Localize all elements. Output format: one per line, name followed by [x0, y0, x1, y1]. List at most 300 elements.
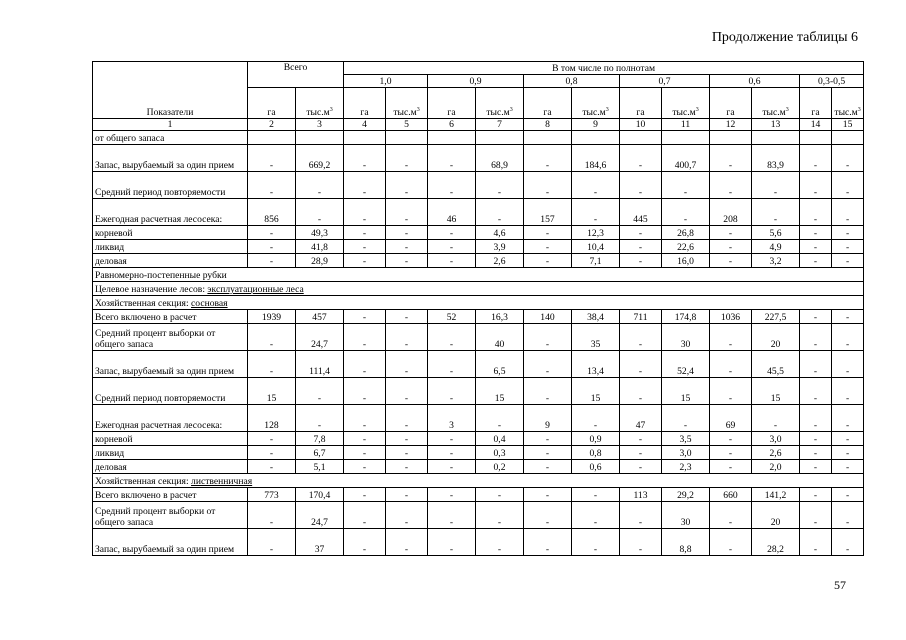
- unit-ha: га: [344, 88, 386, 119]
- density-header: 0,6: [710, 75, 800, 88]
- table-cell: -: [662, 199, 710, 226]
- table-cell: 4,9: [752, 240, 800, 254]
- table-cell: 5,1: [296, 460, 344, 474]
- table-cell: -: [620, 172, 662, 199]
- table-cell: 8,8: [662, 529, 710, 556]
- unit-sup: 3: [695, 106, 699, 113]
- table-cell: -: [572, 199, 620, 226]
- table-cell: -: [524, 378, 572, 405]
- table-cell: 52,4: [662, 351, 710, 378]
- table-row: [93, 378, 864, 405]
- header-total: Всего: [248, 62, 344, 88]
- table-cell: 445: [620, 199, 662, 226]
- table-cell: -: [386, 446, 428, 460]
- table-cell: 669,2: [296, 145, 344, 172]
- table-cell: -: [386, 199, 428, 226]
- table-cell: -: [710, 432, 752, 446]
- table-cell: -: [800, 324, 832, 351]
- table-cell: -: [476, 502, 524, 529]
- table-cell: -: [248, 432, 296, 446]
- table-cell: -: [752, 172, 800, 199]
- table-cell: 24,7: [296, 502, 344, 529]
- table-cell: -: [524, 460, 572, 474]
- row-label: Средний период повторяемости: [93, 172, 248, 199]
- table-cell: 0,3: [476, 446, 524, 460]
- column-number: 13: [752, 119, 800, 131]
- table-cell: -: [524, 502, 572, 529]
- table-cell: 10,4: [572, 240, 620, 254]
- table-cell: 68,9: [476, 145, 524, 172]
- table-cell: 141,2: [752, 488, 800, 502]
- table-cell: -: [710, 324, 752, 351]
- table-row: [93, 446, 864, 460]
- header-including: В том числе по полнотам: [344, 62, 864, 75]
- unit-thous-m3: [476, 88, 524, 119]
- unit-label: тыс.м: [582, 107, 606, 118]
- table-cell: 28,2: [752, 529, 800, 556]
- unit-thous-m3: [386, 88, 428, 119]
- table-cell: [710, 131, 752, 145]
- table-cell: -: [752, 405, 800, 432]
- row-label: Всего включено в расчет: [93, 488, 248, 502]
- table-cell: 6,5: [476, 351, 524, 378]
- table-cell: -: [476, 172, 524, 199]
- table-cell: -: [620, 254, 662, 268]
- table-row: [93, 310, 864, 324]
- table-cell: -: [428, 254, 476, 268]
- table-cell: [344, 131, 386, 145]
- column-number: 4: [344, 119, 386, 131]
- table-cell: -: [428, 460, 476, 474]
- table-cell: -: [248, 502, 296, 529]
- unit-ha: га: [800, 88, 832, 119]
- table-cell: -: [524, 351, 572, 378]
- table-cell: 0,4: [476, 432, 524, 446]
- row-label: Запас, вырубаемый за один прием: [93, 529, 248, 556]
- table-cell: -: [524, 172, 572, 199]
- table-cell: -: [800, 351, 832, 378]
- table-cell: -: [476, 488, 524, 502]
- table-cell: -: [710, 226, 752, 240]
- table-cell: 1036: [710, 310, 752, 324]
- row-label: Запас, вырубаемый за один прием: [93, 351, 248, 378]
- table-cell: 184,6: [572, 145, 620, 172]
- table-cell: -: [386, 172, 428, 199]
- column-number: 10: [620, 119, 662, 131]
- table-cell: [800, 131, 832, 145]
- table-cell: -: [620, 324, 662, 351]
- table-cell: -: [386, 405, 428, 432]
- table-cell: -: [296, 172, 344, 199]
- table-cell: 15: [476, 378, 524, 405]
- table-cell: -: [832, 172, 864, 199]
- table-cell: -: [296, 378, 344, 405]
- row-label: Ежегодная расчетная лесосека:: [93, 199, 248, 226]
- table-cell: 49,3: [296, 226, 344, 240]
- table-cell: -: [620, 432, 662, 446]
- table-cell: -: [620, 446, 662, 460]
- table-cell: 0,6: [572, 460, 620, 474]
- section-row: [93, 296, 864, 310]
- table-cell: -: [832, 310, 864, 324]
- table-cell: -: [428, 432, 476, 446]
- table-cell: 4,6: [476, 226, 524, 240]
- section-row: [93, 268, 864, 282]
- table-cell: 170,4: [296, 488, 344, 502]
- column-number: 7: [476, 119, 524, 131]
- table-cell: 15: [572, 378, 620, 405]
- table-cell: -: [428, 172, 476, 199]
- table-caption: Продолжение таблицы 6: [711, 30, 858, 45]
- section-text: Равномерно-постепенные рубки: [95, 270, 227, 281]
- table-cell: 2,6: [752, 446, 800, 460]
- table-cell: [620, 131, 662, 145]
- unit-label: тыс.м: [834, 107, 858, 118]
- table-cell: -: [832, 405, 864, 432]
- table-cell: -: [386, 324, 428, 351]
- table-cell: -: [800, 529, 832, 556]
- table-cell: 660: [710, 488, 752, 502]
- table-cell: -: [572, 502, 620, 529]
- table-cell: 15: [248, 378, 296, 405]
- unit-label: тыс.м: [393, 107, 417, 118]
- table-cell: 12,3: [572, 226, 620, 240]
- table-cell: -: [428, 378, 476, 405]
- table-cell: -: [296, 199, 344, 226]
- table-cell: 13,4: [572, 351, 620, 378]
- table-cell: -: [386, 145, 428, 172]
- row-label: деловая: [93, 254, 248, 268]
- table-cell: -: [620, 378, 662, 405]
- table-cell: [476, 131, 524, 145]
- table-cell: -: [572, 172, 620, 199]
- table-cell: -: [662, 172, 710, 199]
- table-cell: 2,3: [662, 460, 710, 474]
- row-label: Всего включено в расчет: [93, 310, 248, 324]
- table-cell: 856: [248, 199, 296, 226]
- row-label: ликвид: [93, 240, 248, 254]
- table-cell: -: [800, 226, 832, 240]
- unit-label: тыс.м: [762, 107, 786, 118]
- table-cell: -: [800, 405, 832, 432]
- table-cell: -: [386, 378, 428, 405]
- table-cell: 5,6: [752, 226, 800, 240]
- table-cell: 7,8: [296, 432, 344, 446]
- table-cell: -: [710, 502, 752, 529]
- table-cell: [386, 131, 428, 145]
- table-cell: -: [344, 145, 386, 172]
- row-label: Средний период повторяемости: [93, 378, 248, 405]
- table-row: [93, 351, 864, 378]
- column-number: 3: [296, 119, 344, 131]
- table-cell: 26,8: [662, 226, 710, 240]
- table-cell: -: [428, 446, 476, 460]
- table-cell: -: [710, 446, 752, 460]
- data-table: [92, 61, 864, 556]
- table-cell: 140: [524, 310, 572, 324]
- table-cell: -: [344, 351, 386, 378]
- table-cell: -: [248, 145, 296, 172]
- table-cell: -: [832, 226, 864, 240]
- unit-thous-m3: [662, 88, 710, 119]
- table-cell: -: [800, 310, 832, 324]
- table-cell: -: [386, 460, 428, 474]
- table-cell: 227,5: [752, 310, 800, 324]
- table-cell: 22,6: [662, 240, 710, 254]
- table-cell: -: [428, 226, 476, 240]
- column-number: 15: [832, 119, 864, 131]
- table-cell: [248, 131, 296, 145]
- table-cell: 157: [524, 199, 572, 226]
- table-cell: 20: [752, 502, 800, 529]
- table-row: [93, 145, 864, 172]
- table-cell: -: [572, 488, 620, 502]
- table-cell: -: [344, 460, 386, 474]
- section-value: лиственничная: [191, 476, 253, 487]
- unit-ha: га: [428, 88, 476, 119]
- table-cell: 3,2: [752, 254, 800, 268]
- table-cell: 83,9: [752, 145, 800, 172]
- unit-thous-m3: [832, 88, 864, 119]
- unit-ha: га: [524, 88, 572, 119]
- table-cell: -: [620, 460, 662, 474]
- table-cell: -: [620, 529, 662, 556]
- section-text: Хозяйственная секция:: [95, 298, 192, 309]
- table-cell: -: [710, 172, 752, 199]
- table-cell: -: [620, 145, 662, 172]
- table-cell: [572, 131, 620, 145]
- table-cell: -: [832, 378, 864, 405]
- table-cell: 6,7: [296, 446, 344, 460]
- table-cell: -: [524, 254, 572, 268]
- table-cell: -: [620, 226, 662, 240]
- density-header: 0,9: [428, 75, 524, 88]
- table-cell: -: [476, 199, 524, 226]
- table-cell: [296, 131, 344, 145]
- table-cell: 35: [572, 324, 620, 351]
- table-cell: -: [524, 446, 572, 460]
- table-cell: -: [344, 488, 386, 502]
- table-cell: 30: [662, 324, 710, 351]
- page-number: 57: [834, 578, 846, 592]
- unit-thous-m3: [752, 88, 800, 119]
- table-cell: 45,5: [752, 351, 800, 378]
- table-cell: -: [572, 529, 620, 556]
- table-cell: 457: [296, 310, 344, 324]
- section-row: [93, 474, 864, 488]
- section-text: Хозяйственная секция:: [95, 476, 192, 487]
- row-label: Ежегодная расчетная лесосека:: [93, 405, 248, 432]
- table-cell: 2,0: [752, 460, 800, 474]
- table-cell: 29,2: [662, 488, 710, 502]
- table-cell: -: [710, 240, 752, 254]
- table-cell: 3,0: [752, 432, 800, 446]
- table-cell: -: [524, 226, 572, 240]
- table-cell: 30: [662, 502, 710, 529]
- table-cell: -: [800, 460, 832, 474]
- table-cell: -: [344, 240, 386, 254]
- table-cell: 41,8: [296, 240, 344, 254]
- unit-sup: 3: [785, 106, 789, 113]
- table-cell: -: [710, 378, 752, 405]
- row-label: ликвид: [93, 446, 248, 460]
- table-cell: 15: [752, 378, 800, 405]
- table-cell: 28,9: [296, 254, 344, 268]
- table-cell: -: [428, 529, 476, 556]
- table-cell: -: [710, 460, 752, 474]
- table-cell: [524, 131, 572, 145]
- row-label: деловая: [93, 460, 248, 474]
- table-cell: -: [428, 324, 476, 351]
- table-cell: 38,4: [572, 310, 620, 324]
- table-row: [93, 226, 864, 240]
- table-cell: -: [344, 172, 386, 199]
- column-number: 5: [386, 119, 428, 131]
- table-cell: 47: [620, 405, 662, 432]
- table-cell: 3,9: [476, 240, 524, 254]
- table-cell: 773: [248, 488, 296, 502]
- table-cell: -: [524, 145, 572, 172]
- table-cell: -: [620, 240, 662, 254]
- table-cell: -: [428, 488, 476, 502]
- table-row: [93, 432, 864, 446]
- table-cell: -: [662, 405, 710, 432]
- table-cell: 52: [428, 310, 476, 324]
- table-cell: -: [572, 405, 620, 432]
- section-title: [93, 268, 864, 282]
- table-cell: -: [832, 240, 864, 254]
- table-row: [93, 172, 864, 199]
- table-cell: -: [800, 254, 832, 268]
- unit-ha: га: [620, 88, 662, 119]
- table-cell: -: [344, 529, 386, 556]
- table-cell: -: [800, 199, 832, 226]
- table-cell: -: [524, 488, 572, 502]
- table-cell: -: [344, 324, 386, 351]
- table-cell: -: [248, 240, 296, 254]
- table-cell: -: [710, 254, 752, 268]
- table-row: [93, 529, 864, 556]
- table-cell: [832, 131, 864, 145]
- table-cell: -: [524, 432, 572, 446]
- table-row: [93, 131, 864, 145]
- table-cell: -: [832, 199, 864, 226]
- table-cell: -: [248, 351, 296, 378]
- table-cell: 15: [662, 378, 710, 405]
- table-cell: -: [524, 324, 572, 351]
- column-number: 8: [524, 119, 572, 131]
- table-cell: 1939: [248, 310, 296, 324]
- table-cell: 7,1: [572, 254, 620, 268]
- table-row: [93, 324, 864, 351]
- table-cell: 128: [248, 405, 296, 432]
- table-cell: -: [248, 172, 296, 199]
- table-cell: -: [386, 310, 428, 324]
- table-cell: -: [832, 529, 864, 556]
- table-cell: -: [344, 199, 386, 226]
- section-text: Целевое назначение лесов:: [95, 284, 208, 295]
- table-cell: -: [428, 351, 476, 378]
- table-cell: 711: [620, 310, 662, 324]
- table-cell: -: [476, 405, 524, 432]
- column-number: 6: [428, 119, 476, 131]
- table-cell: -: [620, 502, 662, 529]
- section-row: [93, 282, 864, 296]
- table-row: [93, 502, 864, 529]
- row-label: корневой: [93, 226, 248, 240]
- table-cell: -: [428, 502, 476, 529]
- table-cell: 9: [524, 405, 572, 432]
- table-cell: -: [428, 145, 476, 172]
- unit-ha: га: [710, 88, 752, 119]
- table-cell: -: [428, 240, 476, 254]
- column-number: 2: [248, 119, 296, 131]
- table-cell: -: [386, 502, 428, 529]
- section-value: сосновая: [191, 298, 228, 309]
- section-title: [93, 296, 864, 310]
- row-label: Средний процент выборки от общего запаса: [93, 502, 248, 529]
- unit-sup: 3: [605, 106, 609, 113]
- table-cell: 208: [710, 199, 752, 226]
- table-cell: 113: [620, 488, 662, 502]
- table-cell: -: [248, 460, 296, 474]
- table-row: [93, 199, 864, 226]
- table-cell: 16,0: [662, 254, 710, 268]
- table-cell: 3,0: [662, 446, 710, 460]
- table-cell: -: [344, 310, 386, 324]
- section-value: эксплуатационные леса: [207, 284, 304, 295]
- table-cell: -: [752, 199, 800, 226]
- table-cell: -: [800, 446, 832, 460]
- table-cell: -: [710, 351, 752, 378]
- table-cell: [428, 131, 476, 145]
- table-cell: -: [832, 460, 864, 474]
- header-indicator: Показатели: [93, 62, 248, 119]
- table-cell: -: [344, 254, 386, 268]
- table-cell: -: [832, 488, 864, 502]
- table-cell: 111,4: [296, 351, 344, 378]
- table-cell: -: [800, 502, 832, 529]
- column-number: 14: [800, 119, 832, 131]
- table-cell: -: [832, 446, 864, 460]
- table-cell: -: [386, 488, 428, 502]
- table-cell: -: [800, 172, 832, 199]
- unit-label: тыс.м: [672, 107, 696, 118]
- column-number: 11: [662, 119, 710, 131]
- table-row: [93, 460, 864, 474]
- table-cell: -: [832, 145, 864, 172]
- table-cell: -: [800, 432, 832, 446]
- unit-sup: 3: [857, 106, 861, 113]
- table-row: [93, 405, 864, 432]
- unit-sup: 3: [509, 106, 513, 113]
- table-cell: -: [248, 446, 296, 460]
- row-label: от общего запаса: [93, 131, 248, 145]
- density-header: 0,7: [620, 75, 710, 88]
- table-cell: -: [344, 446, 386, 460]
- table-cell: 0,9: [572, 432, 620, 446]
- table-cell: -: [832, 324, 864, 351]
- table-row: [93, 254, 864, 268]
- table-cell: -: [476, 529, 524, 556]
- table-cell: -: [710, 145, 752, 172]
- table-cell: -: [524, 240, 572, 254]
- table-cell: 174,8: [662, 310, 710, 324]
- table-cell: 400,7: [662, 145, 710, 172]
- density-header: 0,8: [524, 75, 620, 88]
- table-cell: -: [248, 324, 296, 351]
- table-cell: [752, 131, 800, 145]
